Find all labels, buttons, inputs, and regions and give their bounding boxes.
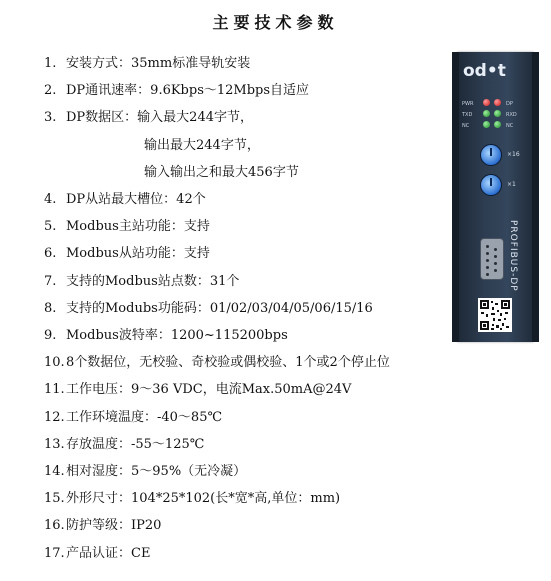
- spec-text: 支持的Modbus站点数：31个: [66, 273, 240, 289]
- spec-number: 6.: [44, 246, 57, 262]
- spec-text: Modbus从站功能：支持: [66, 246, 210, 262]
- profibus-dp-label: PROFIBUS-DP: [508, 220, 518, 292]
- spec-continuation: 输入输出之和最大456字节: [144, 164, 299, 180]
- spec-text: Modbus波特率：1200~115200bps: [66, 328, 288, 343]
- profibus-dp-module-image: [456, 52, 535, 342]
- spec-text: DP通讯速率：9.6Kbps～12Mbps自适应: [66, 83, 310, 99]
- pwr-led-icon: [483, 99, 490, 106]
- led-label-txd: TXD: [462, 112, 473, 118]
- spec-item: [44, 518, 161, 534]
- spec-item: [44, 491, 340, 507]
- spec-number: 9.: [44, 328, 57, 343]
- led-label-pwr: PWR: [462, 101, 474, 107]
- spec-text: 支持的Modubs功能码：01/02/03/04/05/06/15/16: [66, 300, 373, 316]
- spec-number: 16.: [44, 518, 65, 534]
- led-label-nc-right: NC: [506, 123, 514, 129]
- mounting-ear-right: [532, 52, 539, 342]
- spec-text: 8个数据位，无校验、奇校验或偶校验、1个或2个停止位: [66, 355, 390, 371]
- spec-item: [44, 301, 373, 317]
- spec-item: [44, 219, 210, 235]
- spec-item: [44, 56, 250, 72]
- led-label-dp: DP: [506, 101, 513, 107]
- nc-led-left-icon: [483, 121, 490, 128]
- page-title: 主要技术参数: [212, 13, 339, 32]
- spec-item: [44, 83, 309, 99]
- spec-item: [44, 246, 210, 262]
- led-label-nc-left: NC: [462, 123, 470, 129]
- db9-connector-icon: [480, 238, 504, 280]
- dial-x16-label: ×16: [507, 151, 520, 158]
- spec-text: 产品认证：CE: [66, 545, 151, 561]
- spec-number: 13.: [44, 436, 65, 452]
- spec-number: 14.: [44, 464, 65, 479]
- spec-text: 外形尺寸：104*25*102(长*宽*高,单位：mm): [66, 491, 341, 507]
- spec-number: 2.: [44, 83, 57, 99]
- spec-text: DP从站最大槽位：42个: [66, 192, 206, 207]
- spec-text: 防护等级：IP20: [66, 518, 162, 534]
- spec-text: 相对湿度：5～95%（无冷凝）: [66, 464, 247, 479]
- spec-number: 10.: [44, 355, 65, 371]
- brand-logo: od•t: [463, 61, 506, 81]
- spec-item: [44, 274, 239, 290]
- spec-number: 4.: [44, 192, 57, 207]
- spec-number: 7.: [44, 273, 57, 289]
- spec-text: 安装方式：35mm标准导轨安装: [66, 56, 251, 71]
- spec-number: 11.: [44, 382, 65, 398]
- spec-item: [44, 110, 253, 126]
- txd-led-icon: [483, 110, 490, 117]
- spec-item: [44, 464, 246, 480]
- spec-item: [44, 328, 288, 344]
- spec-item: [44, 192, 206, 208]
- spec-item: [44, 546, 150, 562]
- spec-text: 工作电压：9～36 VDC，电流Max.50mA@24V: [66, 382, 352, 398]
- spec-item: [44, 437, 204, 453]
- spec-number: 1.: [44, 56, 57, 71]
- spec-text: DP数据区：输入最大244字节，: [66, 110, 253, 126]
- spec-continuation: 输出最大244字节，: [144, 137, 260, 153]
- spec-item: [44, 355, 390, 371]
- mounting-ear-left: [452, 52, 459, 342]
- spec-item: [44, 382, 351, 398]
- spec-text: 工作环境温度：-40～85℃: [66, 409, 223, 425]
- qr-code-icon: [478, 298, 512, 332]
- spec-number: 17.: [44, 545, 65, 561]
- rxd-led-icon: [494, 110, 501, 117]
- nc-led-right-icon: [494, 121, 501, 128]
- spec-text: Modbus主站功能：支持: [66, 219, 210, 235]
- led-label-rxd: RXD: [506, 112, 517, 118]
- spec-number: 15.: [44, 491, 65, 507]
- spec-number: 5.: [44, 219, 57, 235]
- spec-number: 3.: [44, 110, 57, 126]
- dial-x1-label: ×1: [507, 181, 516, 188]
- spec-item: [44, 410, 222, 426]
- spec-number: 12.: [44, 409, 65, 425]
- rotary-switch-x1-icon: [480, 174, 502, 196]
- rotary-switch-x16-icon: [480, 144, 502, 166]
- dp-led-icon: [494, 99, 501, 106]
- spec-number: 8.: [44, 300, 57, 316]
- spec-text: 存放温度：-55～125℃: [66, 436, 205, 452]
